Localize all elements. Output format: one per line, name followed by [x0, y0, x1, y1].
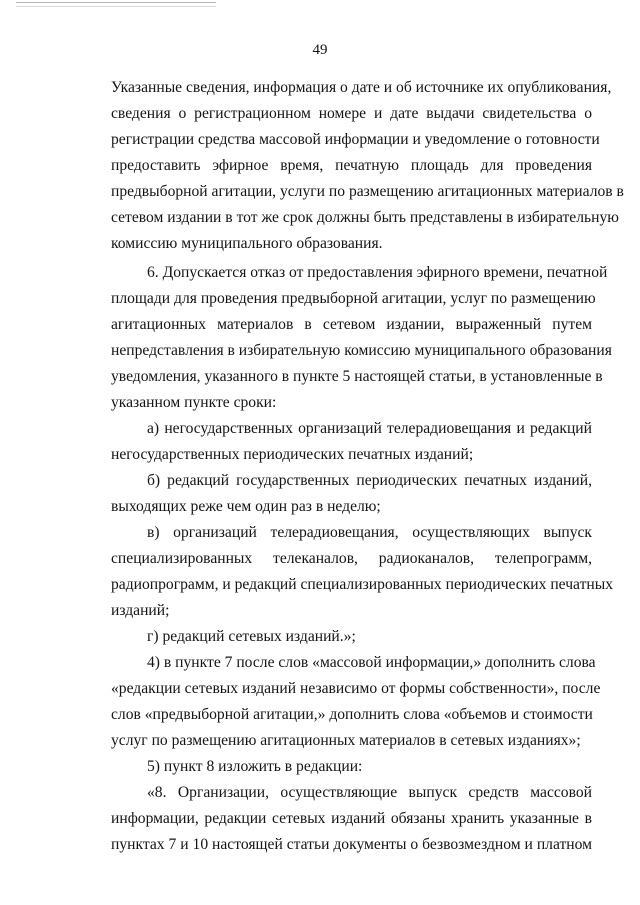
text-line: «редакции сетевых изданий независимо от формы собственности», после [111, 680, 601, 697]
text-line: Указанные сведения, информация о дате и об источнике их опубликования, [111, 79, 612, 96]
text-line: изданий; [111, 602, 170, 619]
scan-edge-mark [16, 2, 216, 7]
text-line: негосударственных периодических печатных изданий; [111, 446, 474, 463]
text-line: б) редакций государственных периодических печатных изданий, [147, 472, 592, 489]
text-line: специализированных телеканалов, радиоканалов, телепрограмм, [111, 550, 592, 567]
page-number: 49 [312, 42, 328, 58]
text-line: радиопрограмм, и редакций специализированных периодических печатных [111, 576, 613, 593]
text-line: сетевом издании в тот же срок должны быть представлены в избирательную [111, 209, 619, 226]
text-line: г) редакций сетевых изданий.»; [147, 628, 356, 645]
text-line: агитационных материалов в сетевом издании, выраженный путем [111, 316, 592, 333]
text-line: указанном пункте сроки: [111, 394, 277, 411]
text-line: непредставления в избирательную комиссию муниципального образования [111, 342, 612, 359]
text-line: 4) в пункте 7 после слов «массовой информации,» дополнить слова [147, 654, 596, 671]
text-line: площади для проведения предвыборной агитации, услуг по размещению [111, 290, 596, 307]
text-line: 6. Допускается отказ от предоставления эфирного времени, печатной [147, 264, 608, 281]
text-line: пунктах 7 и 10 настоящей статьи документы о безвозмездном и платном [111, 836, 592, 853]
text-line: сведения о регистрационном номере и дате выдачи свидетельства о [111, 105, 592, 122]
text-line: услуг по размещению агитационных материалов в сетевых изданиях»; [111, 732, 581, 749]
text-line: слов «предвыборной агитации,» дополнить слова «объемов и стоимости [111, 706, 593, 723]
text-line: предоставить эфирное время, печатную площадь для проведения [111, 157, 592, 174]
text-line: информации, редакции сетевых изданий обязаны хранить указанные в [111, 810, 592, 827]
text-line: уведомления, указанного в пункте 5 настоящей статьи, в установленные в [111, 368, 603, 385]
text-line: 5) пункт 8 изложить в редакции: [147, 758, 363, 775]
text-line: «8. Организации, осуществляющие выпуск средств массовой [147, 784, 592, 801]
text-line: а) негосударственных организаций телерадиовещания и редакций [147, 420, 592, 437]
text-line: регистрации средства массовой информации и уведомление о готовности [111, 131, 600, 148]
text-line: в) организаций телерадиовещания, осуществляющих выпуск [147, 524, 592, 541]
text-line: выходящих реже чем один раз в неделю; [111, 498, 381, 515]
text-line: предвыборной агитации, услуги по размещению агитационных материалов в [111, 183, 624, 200]
text-line: комиссию муниципального образования. [111, 235, 383, 252]
